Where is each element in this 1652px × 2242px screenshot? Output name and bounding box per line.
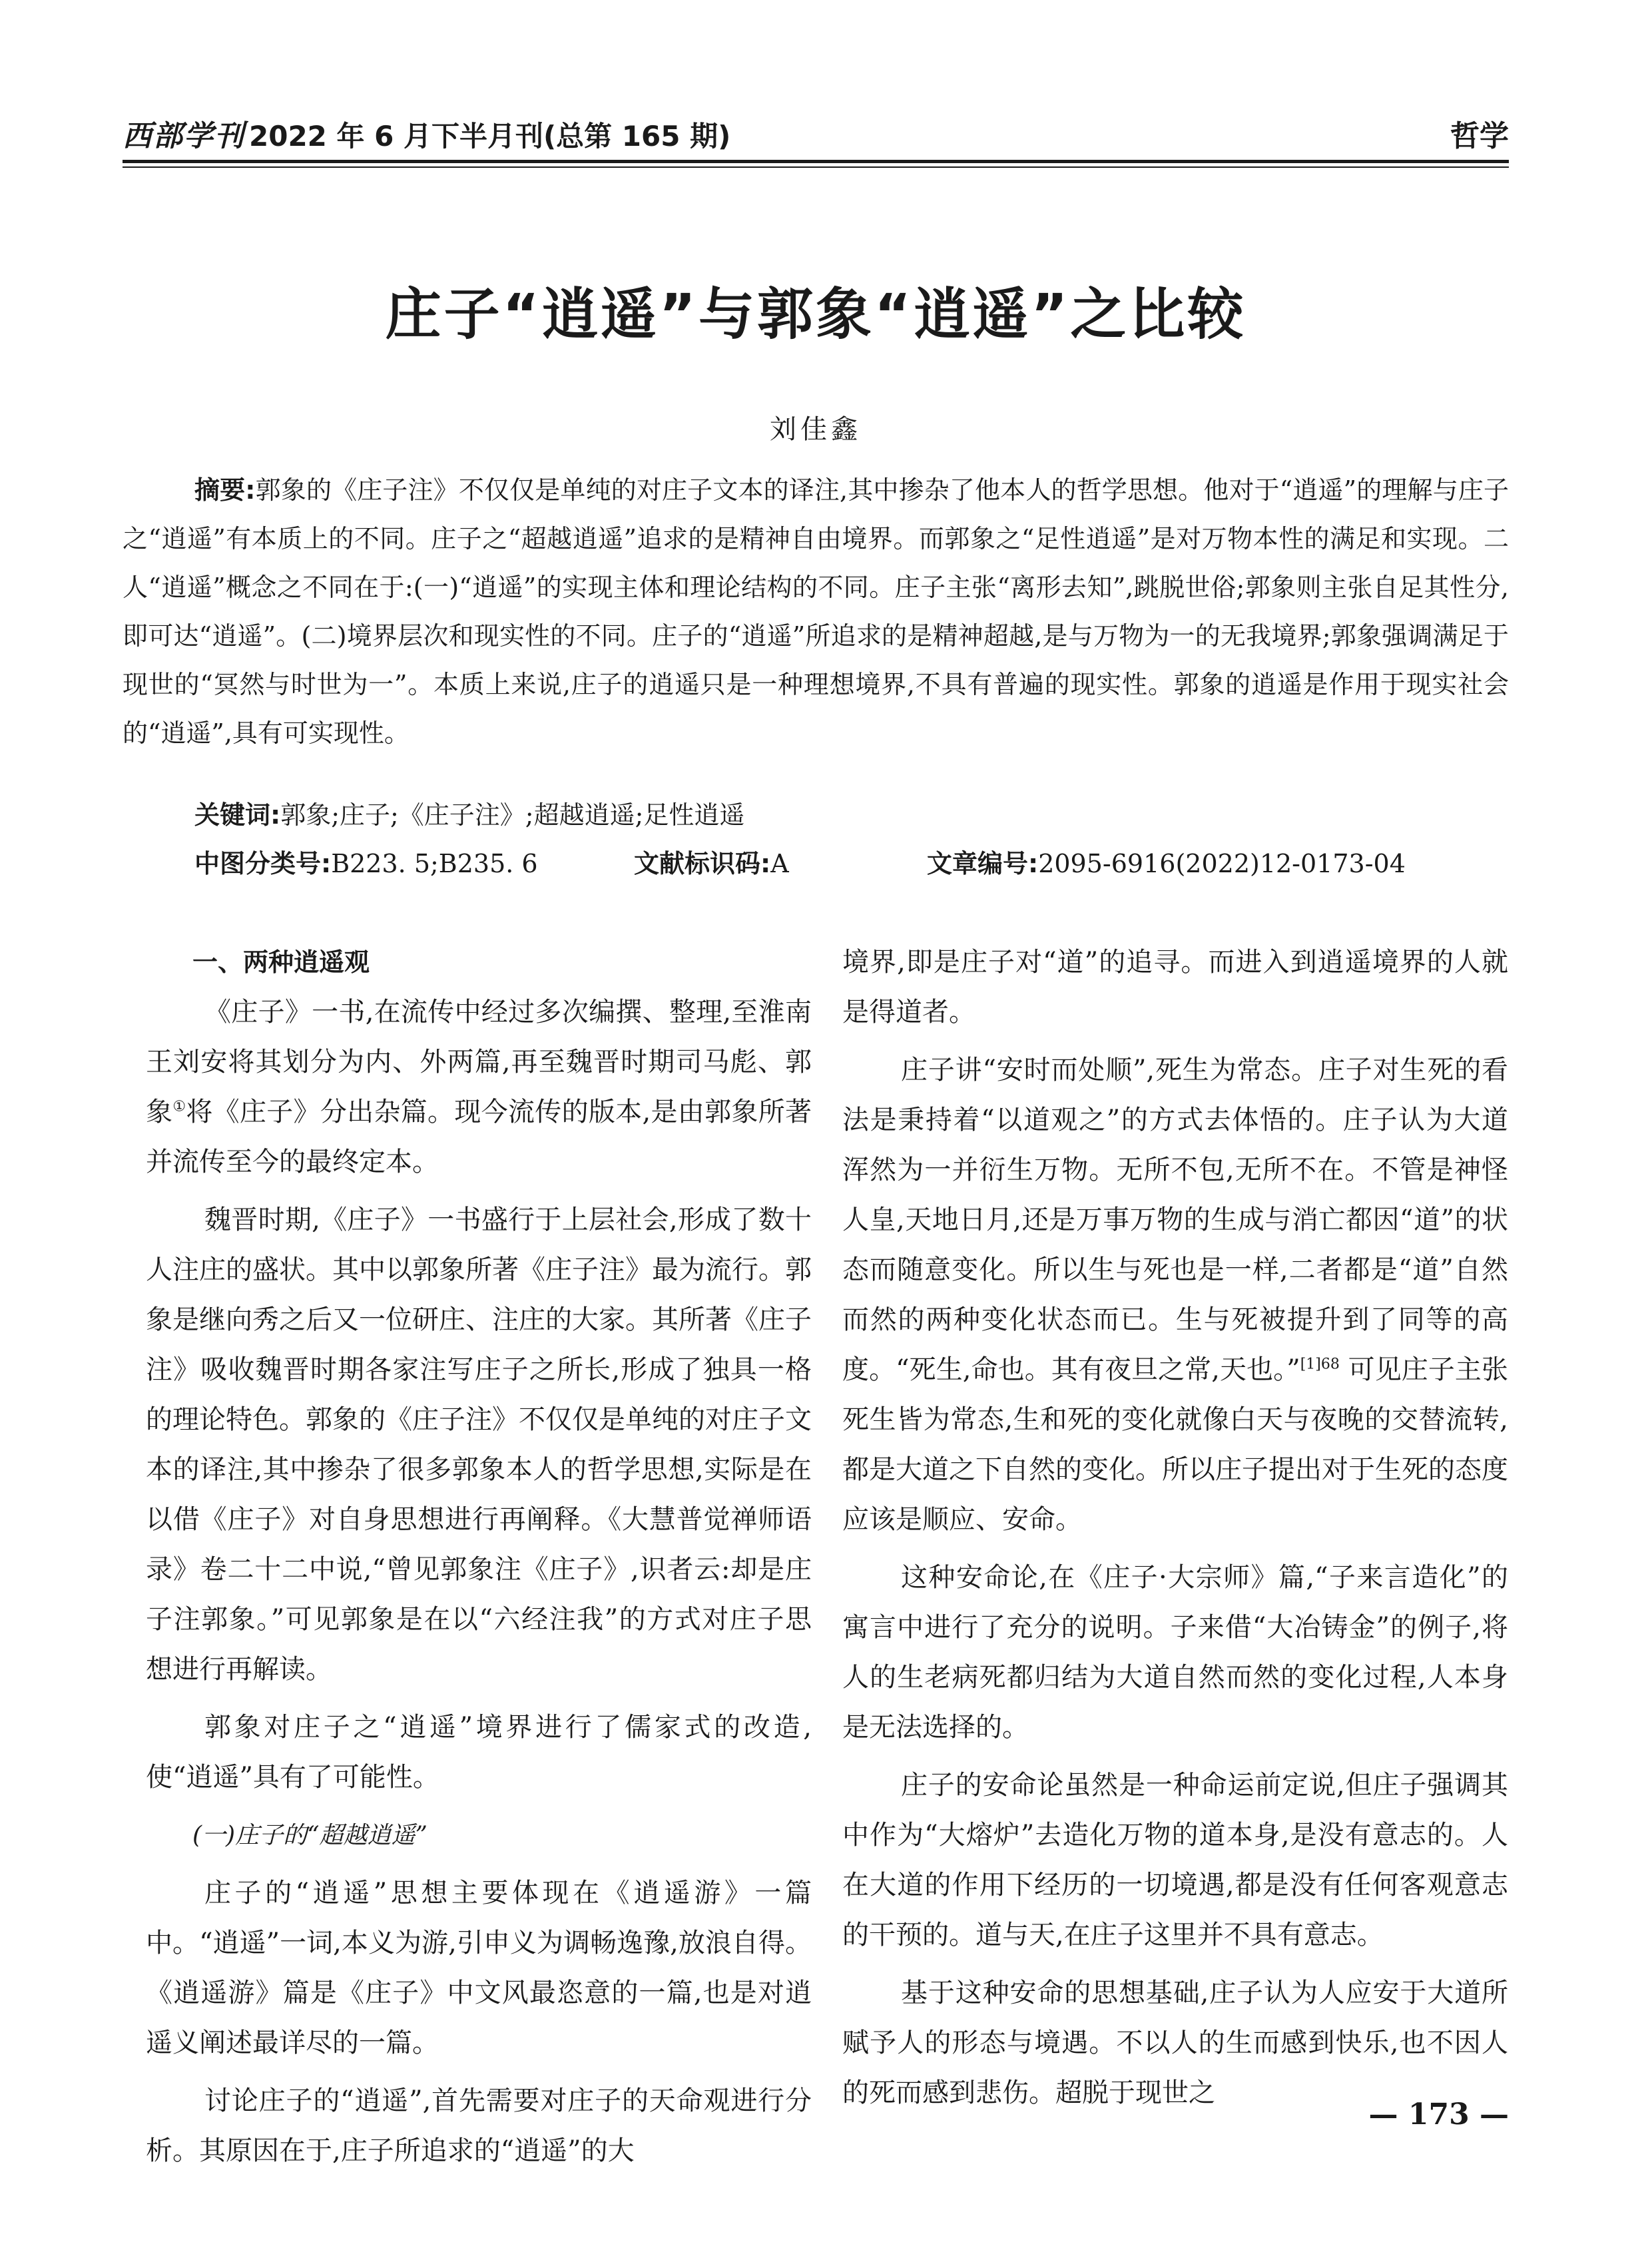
abstract — [123, 466, 1509, 758]
body-column-right — [842, 938, 1508, 2126]
issue-info: 2022 年 6 月下半月刊(总第 165 期) — [249, 120, 731, 152]
header-rule-thick — [123, 160, 1509, 163]
article-no-field — [927, 840, 1406, 888]
article-no-label: 文章编号: — [927, 849, 1039, 878]
article-author: 刘佳鑫 — [770, 414, 862, 445]
paragraph: 庄子的“逍遥”思想主要体现在《逍遥游》一篇中。“逍遥”一词,本义为游,引申义为调畅逸豫,放浪自得。《逍遥游》篇是《庄子》中文风最恣意的一篇,也是对逍遥义阐述最详尽的一篇。 — [146, 1878, 812, 2058]
paragraph: 《庄子》一书,在流传中经过多次编撰、整理,至淮南王刘安将其划分为内、外两篇,再至魏晋时期司马彪、郭象①将《庄子》分出杂篇。现今流传的版本,是由郭象所著并流传至今的最终定本。 — [146, 997, 812, 1177]
clc-field — [194, 840, 634, 888]
paragraph: 魏晋时期,《庄子》一书盛行于上层社会,形成了数十人注庄的盛状。其中以郭象所著《庄子注》最为流行。郭象是继向秀之后又一位研庄、注庄的大家。其所著《庄子注》吸收魏晋时期各家注写庄子之所长,形成了独具一格的理论特色。郭象的《庄子注》不仅仅是单纯的对庄子文本的译注,其中掺杂了很多郭象本人的哲学思想,实际是在以借《庄子》对自身思想进行再阐释。《大慧普觉禅师语录》卷二十二中说,“曾见郭象注《庄子》,识者云:却是庄子注郭象。”可见郭象是在以“六经注我”的方式对庄子思想进行再解读。 — [146, 1205, 812, 1685]
section-label: 哲学 — [1450, 119, 1509, 153]
journal-logo: 西部学刊 — [123, 119, 245, 153]
subsection-heading: (一)庄子的“超越逍遥” — [192, 1822, 427, 1849]
keywords-label: 关键词: — [194, 800, 281, 830]
doc-code-label: 文献标识码: — [634, 849, 771, 878]
body-column-left — [146, 938, 812, 2184]
clc-label: 中图分类号: — [194, 849, 332, 878]
paragraph: 基于这种安命的思想基础,庄子认为人应安于大道所赋予人的形态与境遇。不以人的生而感到快乐,也不因人的死而感到悲伤。超脱于现世之 — [842, 1978, 1508, 2108]
running-header — [123, 115, 1509, 154]
paragraph: 讨论庄子的“逍遥”,首先需要对庄子的天命观进行分析。其原因在于,庄子所追求的“逍遥”的大 — [146, 2086, 812, 2166]
doc-code-value: A — [770, 849, 789, 878]
paragraph: 这种安命论,在《庄子·大宗师》篇,“子来言造化”的寓言中进行了充分的说明。子来借“大冶铸金”的例子,将人的生老病死都归结为大道自然而然的变化过程,人本身是无法选择的。 — [842, 1562, 1508, 1743]
article-title: 庄子“逍遥”与郭象“逍遥”之比较 — [385, 282, 1246, 347]
paragraph: 庄子的安命论虽然是一种命运前定说,但庄子强调其中作为“大熔炉”去造化万物的道本身,是没有意志的。人在大道的作用下经历的一切境遇,都是没有任何客观意志的干预的。道与天,在庄子这里并不具有意志。 — [842, 1770, 1508, 1950]
citation-marker: [1]68 — [1300, 1356, 1340, 1373]
abstract-label: 摘要: — [194, 475, 256, 505]
doc-code-field — [634, 840, 927, 888]
abstract-text: 郭象的《庄子注》不仅仅是单纯的对庄子文本的译注,其中掺杂了他本人的哲学思想。他对于“逍遥”的理解与庄子之“逍遥”有本质上的不同。庄子之“超越逍遥”追求的是精神自由境界。而郭象之“足性逍遥”是对万物本性的满足和实现。二人“逍遥”概念之不同在于:(一)“逍遥”的实现主体和理论结构的不同。庄子主张“离形去知”,跳脱世俗;郭象则主张自足其性分,即可达“逍遥”。(二)境界层次和现实性的不同。庄子的“逍遥”所追求的是精神超越,是与万物为一的无我境界;郭象强调满足于现世的“冥然与时世为一”。本质上来说,庄子的逍遥只是一种理想境界,不具有普遍的现实性。郭象的逍遥是作用于现实社会的“逍遥”,具有可实现性。 — [123, 475, 1509, 748]
section-heading: 一、两种逍遥观 — [192, 948, 370, 977]
article-no-value: 2095-6916(2022)12-0173-04 — [1038, 849, 1406, 878]
keywords — [123, 791, 1509, 840]
header-rule-thin — [123, 166, 1509, 168]
paragraph: 庄子讲“安时而处顺”,死生为常态。庄子对生死的看法是秉持着“以道观之”的方式去体悟的。庄子认为大道浑然为一并衍生万物。无所不包,无所不在。不管是神怪人皇,天地日月,还是万事万物的生成与消亡都因“道”的状态而随意变化。所以生与死也是一样,二者都是“道”自然而然的两种变化状态而已。生与死被提升到了同等的高度。“死生,命也。其有夜旦之常,天也。”$^{[1]68}$ 可见庄子主张死生皆为常态,生和死的变化就像白天与夜晚的交替流转,都是大道之下自然的变化。所以庄子提出对于生死的态度应该是顺应、安命。 — [842, 1055, 1509, 1535]
paragraph-continued: 境界,即是庄子对“道”的追寻。而进入到逍遥境界的人就是得道者。 — [842, 947, 1508, 1027]
clc-value: B223. 5;B235. 6 — [331, 849, 538, 878]
header-left — [123, 112, 730, 154]
footnote-marker: ① — [172, 1098, 186, 1115]
keywords-text: 郭象;庄子;《庄子注》;超越逍遥;足性逍遥 — [280, 800, 745, 830]
paragraph: 郭象对庄子之“逍遥”境界进行了儒家式的改造,使“逍遥”具有了可能性。 — [146, 1712, 812, 1793]
classification-line — [123, 840, 1509, 888]
page-number: — 173 — — [1368, 2098, 1509, 2131]
